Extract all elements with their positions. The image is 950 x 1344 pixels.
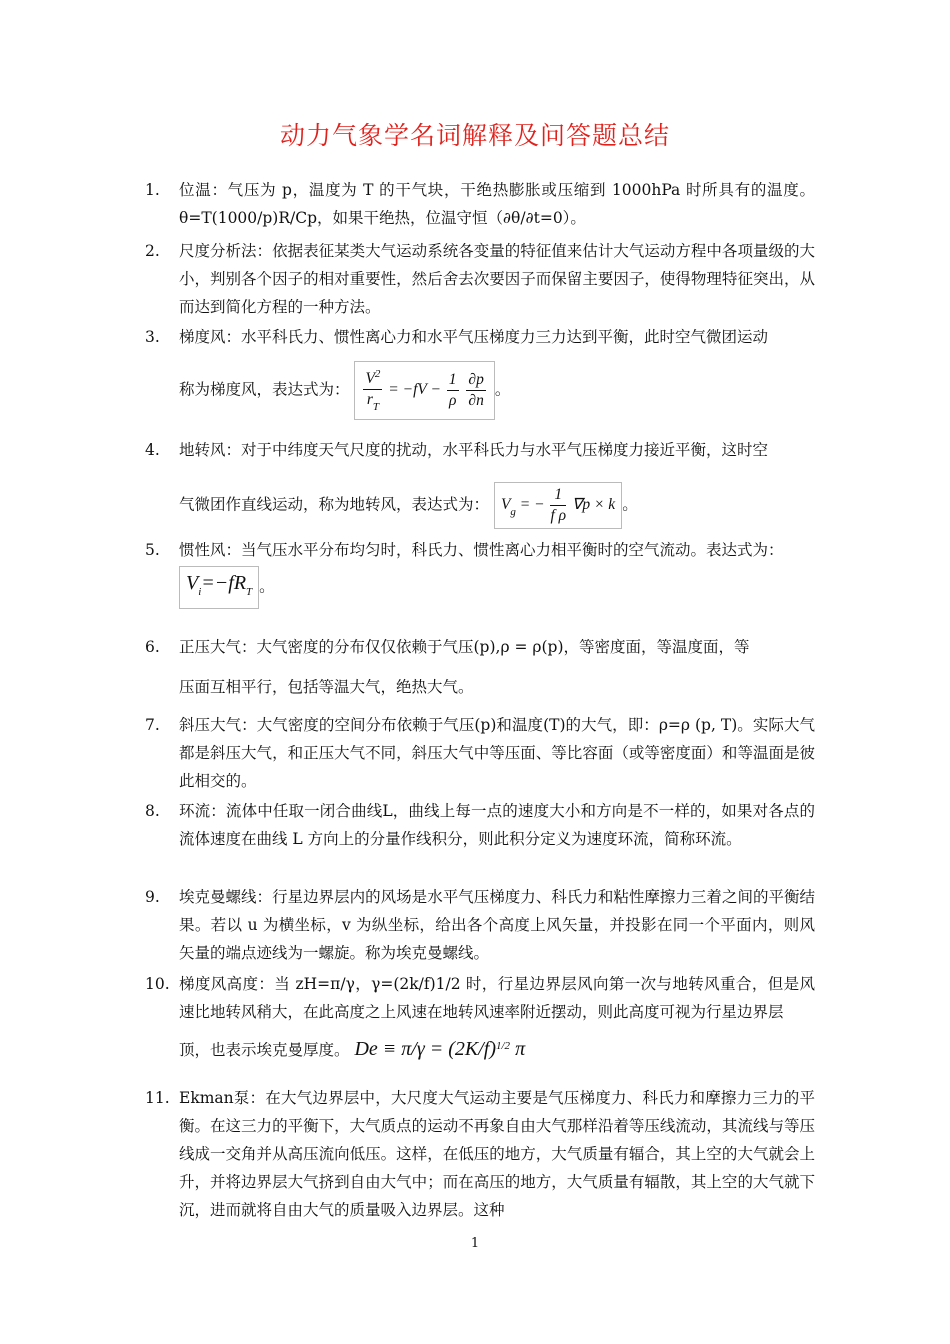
item-text: 气微团作直线运动，称为地转风，表达式为：: [179, 495, 490, 514]
item-number: 11.: [145, 1089, 170, 1107]
item-number: 8.: [145, 802, 160, 820]
item-number: 3.: [145, 328, 160, 346]
list-item: [145, 797, 815, 853]
item-text: 埃克曼螺线：行星边界层内的风场是水平气压梯度力、科氏力和粘性摩擦力三着之间的平衡结果。若以 u 为横坐标，v 为纵坐标，给出各个高度上风矢量，并投影在同一个平面内，则风矢量的端点迹线为一螺旋。称为埃克曼螺线。: [179, 888, 815, 962]
item-number: 5.: [145, 541, 160, 559]
list-item: 4. 地转风：对于中纬度天气尺度的扰动，水平科氏力与水平气压梯度力接近平衡，这时空 气微团作直线运动，称为地转风，表达式为： $V_g$ = − $\frac{1}{\text{f ρ}}$ ∇p × k 。: [145, 436, 815, 529]
list-item: [145, 237, 815, 321]
item-text: 顶，也表示埃克曼厚度。: [179, 1041, 350, 1059]
list-item: [145, 711, 815, 795]
item-number: 10.: [145, 975, 170, 993]
list-item: 5. 惯性风：当气压水平分布均匀时，科氏力、惯性离心力相平衡时的空气流动。表达式为： $V_i=-fR_T$ 。: [145, 536, 815, 609]
item-number: 2.: [145, 242, 160, 260]
item-text: Ekman泵：在大气边界层中，大尺度大气运动主要是气压梯度力、科氏力和摩擦力三力的平衡。在这三力的平衡下，大气质点的运动不再象自由大气那样沿着等压线流动，其流线与等压线成一交角并从高压流向低压。这样，在低压的地方，大气质量有辐合，其上空的大气就会上升，并将边界层大气挤到自由大气中；而在高压的地方，大气质量有辐散，其上空的大气就下沉，进而就将自由大气的质量吸入边界层。这种: [179, 1089, 815, 1219]
list-item: [145, 970, 815, 1064]
item-number: 1.: [145, 181, 160, 199]
item-text: 压面互相平行，包括等温大气，绝热大气。: [179, 678, 474, 696]
item-text: 环流：流体中任取一闭合曲线L，曲线上每一点的速度大小和方向是不一样的，如果对各点的流体速度在曲线 L 方向上的分量作线积分，则此积分定义为速度环流，简称环流。: [179, 802, 815, 848]
page-number: 1: [470, 1236, 480, 1251]
list-item: [145, 1084, 815, 1224]
item-text: 地转风：对于中纬度天气尺度的扰动，水平科氏力与水平气压梯度力接近平衡，这时空: [179, 441, 769, 459]
document-title: 动力气象学名词解释及问答题总结: [279, 121, 670, 150]
item-number: 9.: [145, 888, 160, 906]
item-text: 称为梯度风，表达式为：: [179, 380, 350, 399]
list-item: [145, 176, 815, 232]
item-number: 6.: [145, 638, 160, 656]
ekman-depth-formula: $De \equiv \pi/\gamma = (2K/f)^{1/2}$ π: [354, 1038, 526, 1060]
list-item: 3. 梯度风：水平科氏力、惯性离心力和水平气压梯度力三力达到平衡，此时空气微团运动 称为梯度风，表达式为： $\frac{V^2}{r_T}$ = −fV − $\frac{1}{\rho}$ $\frac{\partial p}{\partial n}$ 。: [145, 323, 815, 420]
item-text: 正压大气：大气密度的分布仅仅依赖于气压(p),ρ = ρ(p)，等密度面，等温度面，等: [179, 638, 750, 656]
item-number: 4.: [145, 441, 160, 459]
gradient-wind-formula: $\frac{V^2}{r_T}$ = −fV − $\frac{1}{\rho}$ $\frac{\partial p}{\partial n}$: [354, 361, 494, 420]
item-number: 7.: [145, 716, 160, 734]
list-item: [145, 883, 815, 967]
item-text: 梯度风：水平科氏力、惯性离心力和水平气压梯度力三力达到平衡，此时空气微团运动: [179, 328, 769, 346]
item-text: 惯性风：当气压水平分布均匀时，科氏力、惯性离心力相平衡时的空气流动。表达式为：: [179, 541, 784, 559]
item-text: 位温：气压为 p，温度为 T 的干气块，干绝热膨胀或压缩到 1000hPa 时所具有的温度。θ=T(1000/p)R/Cp，如果干绝热，位温守恒（∂θ/∂t=0）。: [179, 181, 815, 227]
geostrophic-wind-formula: $V_g$ = − $\frac{1}{\text{f ρ}}$ ∇p × k: [494, 482, 622, 529]
item-text: 梯度风高度：当 zH=π/γ，γ=(2k/f)1/2 时，行星边界层风向第一次与地转风重合，但是风速比地转风稍大，在此高度之上风速在地转风速率附近摆动，则此高度可视为行星边界层: [179, 975, 815, 1021]
inertial-wind-formula: $V_i=-fR_T$: [179, 566, 259, 609]
item-text: 尺度分析法：依据表征某类大气运动系统各变量的特征值来估计大气运动方程中各项量级的大小，判别各个因子的相对重要性，然后舍去次要因子而保留主要因子，使得物理特征突出，从而达到简化方程的一种方法。: [179, 242, 815, 316]
item-text: 斜压大气：大气密度的空间分布依赖于气压(p)和温度(T)的大气，即：ρ=ρ (p, T)。实际大气都是斜压大气，和正压大气不同，斜压大气中等压面、等比容面（或等密度面）和等温面是彼此相交的。: [179, 716, 815, 790]
list-item: [145, 633, 815, 701]
